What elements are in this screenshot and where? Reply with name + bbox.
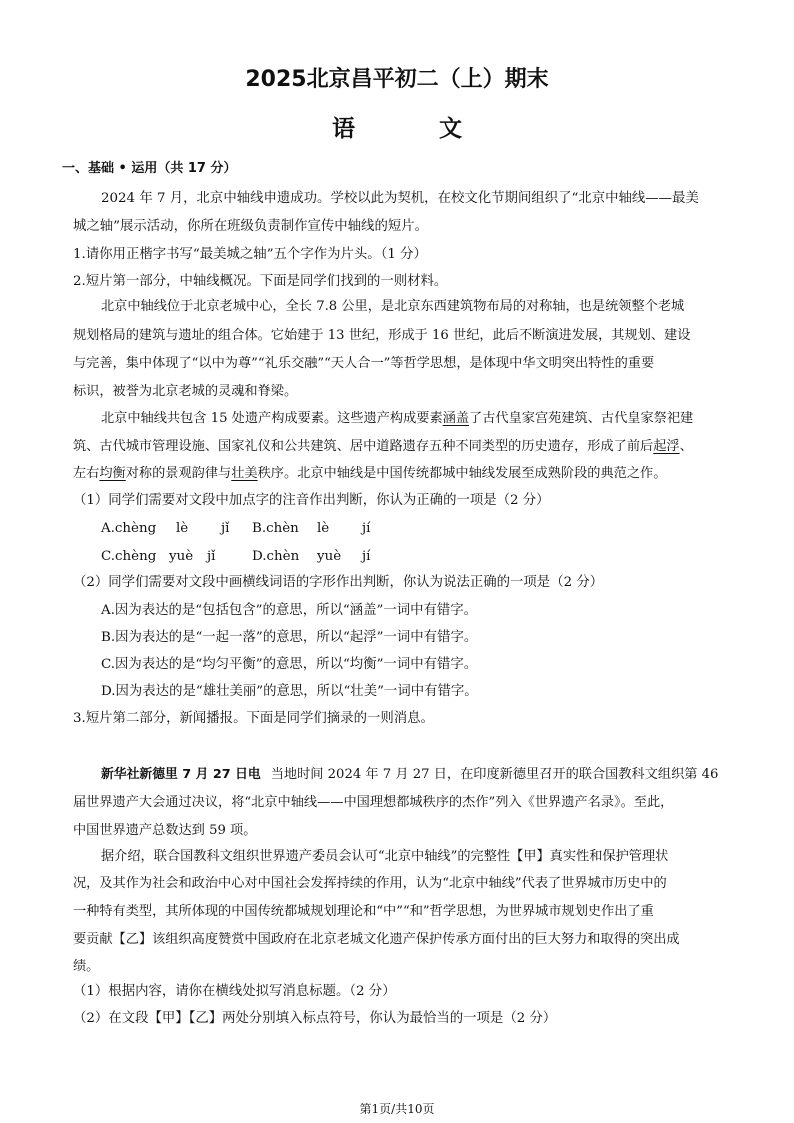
question-3-2: （2）在文段【甲】【乙】两处分别填入标点符号，你认为最恰当的一项是（2 分） (73, 1011, 557, 1026)
material-p1-line-1: 北京中轴线位于北京老城中心，全长 7.8 公里，是北京东西建筑物布局的对称轴，也是统领整个老城 (101, 299, 685, 314)
material-p2-line-2 (73, 438, 693, 456)
news-para2-line-5: 绩。 (73, 959, 100, 974)
option-2-b: B.因为表达的是“一起一落”的意思，所以“起浮”一词中有错字。 (101, 630, 478, 645)
news-dateline: 新华社新德里 7 月 27 日电 (101, 767, 261, 782)
option-2-c: C.因为表达的是“均匀平衡”的意思，所以“均衡”一词中有错字。 (101, 657, 478, 672)
option-c-pinyin-3: jǐ (207, 549, 216, 564)
material-p1-line-2: 规划格局的建筑与遗址的组合体。它始建于 13 世纪，形成于 16 世纪，此后不断演进发展，其规划、建设 (73, 328, 691, 343)
news-line-1 (101, 766, 718, 784)
subject-title: 语 文 (331, 116, 500, 142)
question-1: 1.请你用正楷字书写“最美城之轴”五个字作为片头。（1 分） (73, 247, 427, 262)
underlined-word-qifu: 起浮 (653, 439, 680, 454)
option-b-pinyin-2: lè (317, 521, 330, 536)
option-2-d: D.因为表达的是“雄壮美丽”的意思，所以“壮美”一词中有错字。 (101, 684, 478, 699)
option-d-label: D.chèn (252, 549, 300, 564)
text-segment: 了古代皇家宫苑建筑、古代皇家祭祀建 (469, 411, 694, 426)
material-p1-line-3: 与完善，集中体现了“以中为尊”“礼乐交融”“天人合一”等哲学思想，是体现中华文明突出特性的重要 (73, 356, 655, 371)
text-segment: 秩序。北京中轴线是中国传统都城中轴线发展至成熟阶段的典范之作。 (257, 466, 667, 481)
page-number: 第1页/共10页 (359, 1102, 435, 1116)
news-para2-line-2: 况，及其作为社会和政治中心对中国社会发挥持续的作用，认为“北京中轴线”代表了世界城市历史中的 (73, 876, 667, 891)
option-c-pinyin-2: yuè (169, 549, 194, 564)
question-3-1: （1）根据内容，请你在横线处拟写消息标题。（2 分） (73, 984, 396, 999)
option-d (252, 548, 392, 566)
option-a-label: A.chèng (101, 521, 157, 536)
news-line-3: 中国世界遗产总数达到 59 项。 (73, 823, 257, 838)
text-segment: 、 (679, 439, 693, 454)
option-a-pinyin-2: lè (176, 521, 189, 536)
text-segment: 北京中轴线共包含 15 处遗产构成要素。这些遗产构成要素 (101, 411, 443, 426)
material-p2-line-3 (73, 465, 666, 483)
news-para2-line-3: 一种特有类型，其所体现的中国传统都城规划理论和“中”“和”哲学思想，为世界城市规划史作出了重 (73, 904, 654, 919)
intro-line-2: 城之轴”展示活动，你所在班级负责制作宣传中轴线的短片。 (73, 219, 428, 234)
option-d-pinyin-2: yuè (317, 549, 342, 564)
news-line-2: 届世界遗产大会通过决议，将“北京中轴线——中国理想都城秩序的杰作”列入《世界遗产名录》。至此， (73, 795, 674, 810)
material-p2-line-1 (101, 410, 693, 428)
option-a-pinyin-3: jǐ (221, 521, 230, 536)
option-c (101, 548, 237, 566)
underlined-word-zhuangmei: 壮美 (231, 466, 258, 481)
news-para2-line-4: 要贡献【乙】该组织高度赞赏中国政府在北京老城文化遗产保护传承方面付出的巨大努力和取得的突出成 (73, 932, 680, 947)
exam-title: 2025北京昌平初二（上）期末 (245, 67, 549, 92)
option-d-pinyin-3: jí (362, 549, 371, 564)
option-b (252, 520, 392, 538)
news-text: 当地时间 2024 年 7 月 27 日，在印度新德里召开的联合国教科文组织第 46 (270, 767, 719, 782)
question-3: 3.短片第二部分，新闻播报。下面是同学们摘录的一则消息。 (73, 711, 434, 726)
option-2-a: A.因为表达的是“包括包含”的意思，所以“涵盖”一词中有错字。 (101, 603, 478, 618)
option-b-pinyin-3: jí (362, 521, 371, 536)
question-2-1: （1）同学们需要对文段中加点字的注音作出判断，你认为正确的一项是（2 分） (73, 493, 550, 508)
underlined-word-junheng: 均衡 (99, 466, 126, 481)
option-a (101, 520, 251, 538)
option-b-label: B.chèn (252, 521, 299, 536)
underlined-word-hangai: 涵盖 (442, 411, 470, 426)
question-2-2: （2）同学们需要对文段中画横线词语的字形作出判断，你认为说法正确的一项是（2 分） (73, 575, 604, 590)
option-c-label: C.chèng (101, 549, 157, 564)
intro-line-1: 2024 年 7 月，北京中轴线申遗成功。学校以此为契机，在校文化节期间组织了“北京中轴线——最美 (101, 191, 699, 206)
text-segment: 左右 (73, 466, 100, 481)
text-segment: 对称的景观韵律与 (125, 466, 232, 481)
text-segment: 筑、古代城市管理设施、国家礼仪和公共建筑、居中道路遗存五种不同类型的历史遗存，形成了前后 (73, 439, 654, 454)
section-heading: 一、基础 • 运用（共 17 分） (62, 161, 237, 176)
material-p1-line-4: 标识，被誉为北京老城的灵魂和脊梁。 (73, 384, 298, 399)
news-para2-line-1: 据介绍，联合国教科文组织世界遗产委员会认可“北京中轴线”的完整性【甲】真实性和保护管理状 (101, 849, 669, 864)
question-2: 2.短片第一部分，中轴线概况。下面是同学们找到的一则材料。 (73, 274, 448, 289)
